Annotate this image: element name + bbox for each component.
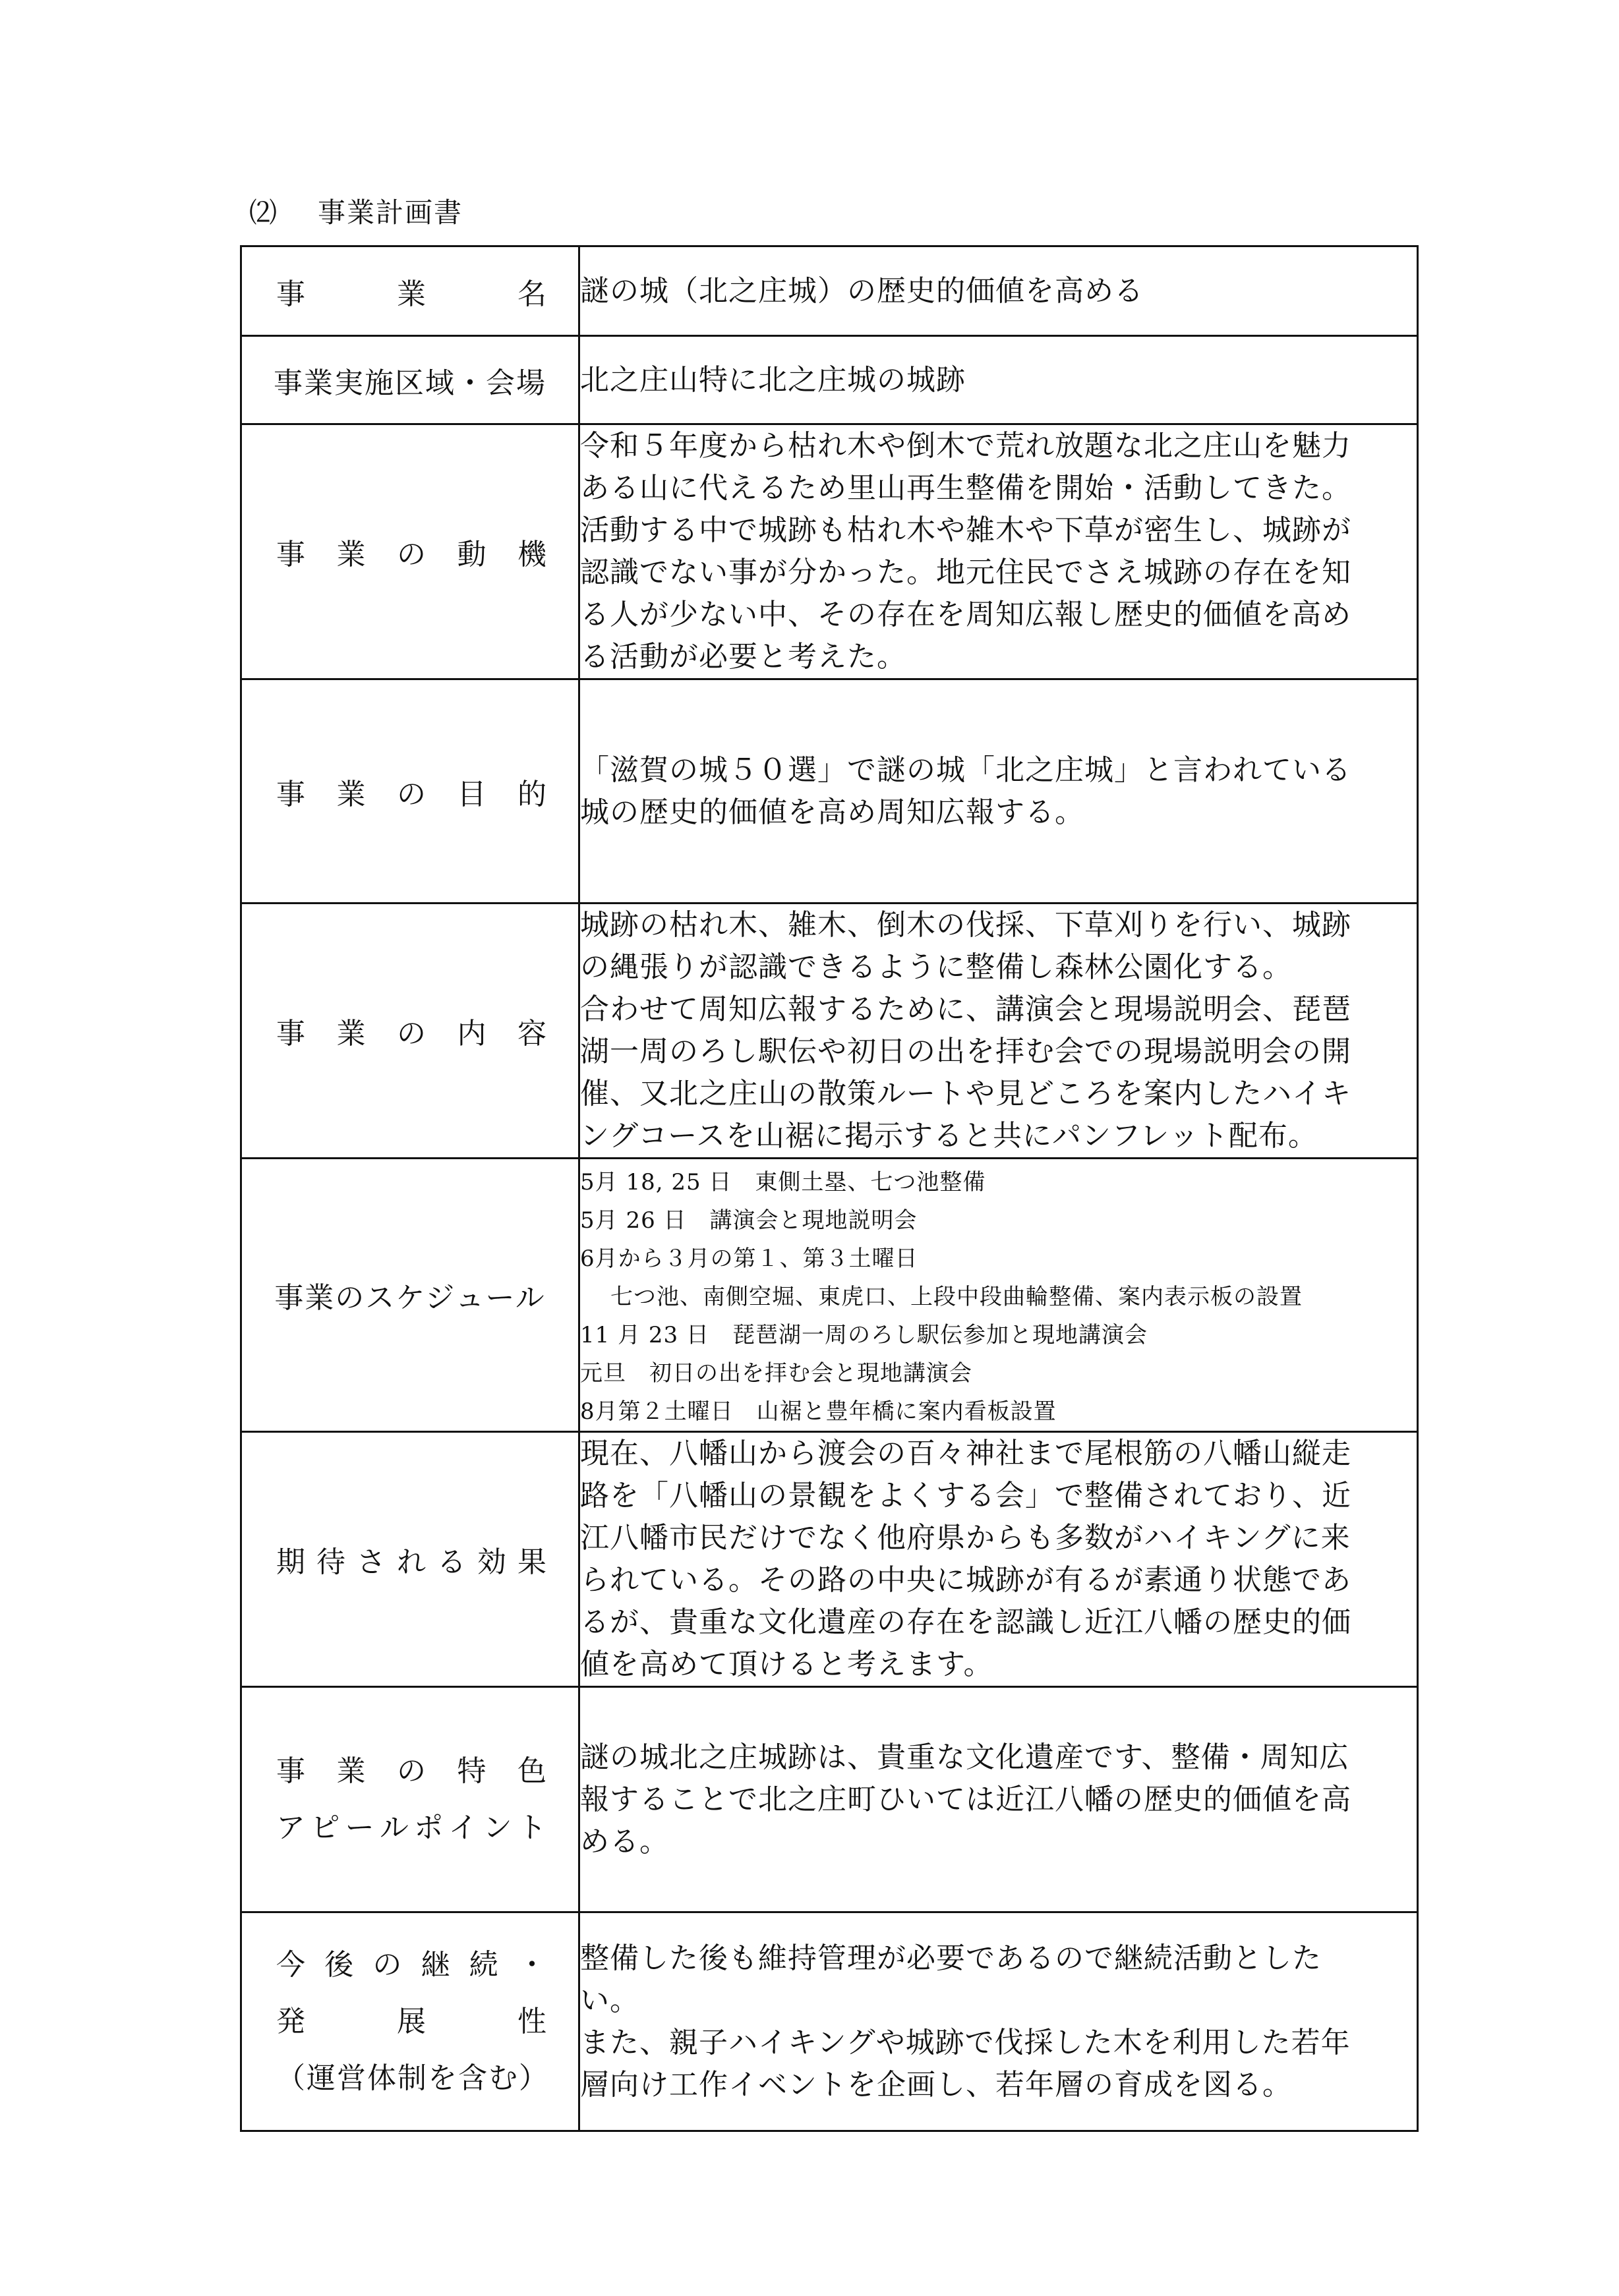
- table-row: [241, 336, 1418, 424]
- label-char: 性: [517, 2004, 548, 2038]
- section-number: ⑵: [249, 196, 279, 229]
- label-char: ア: [276, 1810, 307, 1845]
- label-char: 事: [276, 1017, 307, 1050]
- label-char: ー: [345, 1810, 376, 1845]
- label-char: 待: [316, 1545, 347, 1579]
- label-char: の: [397, 538, 427, 571]
- continuation-value: [579, 1912, 1418, 2131]
- text-line: 「滋賀の城５０選」で謎の城「北之庄城」と言われている: [580, 753, 1351, 787]
- label-char: 展: [397, 2004, 427, 2038]
- row-label: [241, 1687, 579, 1912]
- label-char: 事: [276, 277, 307, 311]
- text-line: 合わせて周知広報するために、講演会と現場説明会、琵琶: [580, 992, 1351, 1026]
- text-line: る活動が必要と考えた。: [580, 640, 906, 674]
- project-area-value: 北之庄山特に北之庄城の城跡: [579, 336, 1418, 424]
- label-char: 色: [517, 1754, 548, 1788]
- row-label: [241, 1432, 579, 1687]
- text-line: 謎の城北之庄城跡は、貴重な文化遺産です、整備・周知広: [580, 1740, 1349, 1774]
- label-char: の: [397, 1017, 427, 1050]
- text-line: 江八幡市民だけでなく他府県からも多数がハイキングに来: [580, 1521, 1351, 1555]
- label-char: ピ: [310, 1810, 341, 1845]
- label-char: 事: [276, 1754, 307, 1788]
- text-line: 認識でない事が分かった。地元住民でさえ城跡の存在を知: [580, 556, 1351, 589]
- row-label: 事業のスケジュール: [241, 1159, 579, 1432]
- label-char: の: [397, 1754, 427, 1788]
- schedule-line: 11 月 23 日 琵琶湖一周のろし駅伝参加と現地講演会: [580, 1322, 1148, 1348]
- text-line: 値を高めて頂けると考えます。: [580, 1648, 993, 1681]
- expected-effect-value: [579, 1432, 1418, 1687]
- label-char: 継: [421, 1947, 452, 1982]
- label-char: 特: [457, 1754, 488, 1788]
- text-line: 整備した後も維持管理が必要であるので継続活動とした: [580, 1941, 1322, 1975]
- label-char: 効: [477, 1545, 508, 1579]
- row-label: [241, 679, 579, 904]
- table-row: [241, 679, 1418, 904]
- text-line: 路を「八幡山の景観をよくする会」で整備されており、近: [580, 1479, 1351, 1512]
- schedule-line: 5月 18, 25 日 東側土塁、七つ池整備: [580, 1169, 986, 1195]
- table-row: [241, 904, 1418, 1159]
- label-char: ・: [517, 1947, 548, 1982]
- schedule-line: 6月から３月の第１、第３土曜日: [580, 1246, 918, 1272]
- schedule-line: 七つ池、南側空堀、東虎口、上段中段曲輪整備、案内表示板の設置: [610, 1284, 1303, 1310]
- appeal-point-value: [579, 1687, 1418, 1912]
- row-label: [241, 246, 579, 336]
- label-char: ン: [483, 1810, 514, 1845]
- table-row: [241, 246, 1418, 336]
- row-label: [241, 904, 579, 1159]
- label-note: （運営体制を含む）: [276, 2061, 549, 2095]
- motivation-value: [579, 424, 1418, 679]
- text-line: 現在、八幡山から渡会の百々神社まで尾根筋の八幡山縦走: [580, 1437, 1351, 1470]
- table-row: [241, 1432, 1418, 1687]
- text-line: 湖一周のろし駅伝や初日の出を拝む会での現場説明会の開: [580, 1035, 1351, 1068]
- row-label: [241, 1912, 579, 2131]
- table-row: [241, 1159, 1418, 1432]
- label-char: 後: [324, 1947, 355, 1982]
- label-char: 今: [276, 1947, 307, 1982]
- label-char: 事: [276, 538, 307, 571]
- label-char: 業: [336, 777, 367, 811]
- label-char: の: [372, 1947, 403, 1982]
- label-char: 業: [336, 538, 367, 571]
- text-line: 令和５年度から枯れ木や倒木で荒れ放題な北之庄山を魅力: [580, 429, 1351, 463]
- label-char: イ: [448, 1810, 479, 1845]
- text-line: の縄張りが認識できるように整備し森林公園化する。: [580, 950, 1292, 984]
- text-line: るが、貴重な文化遺産の存在を認識し近江八幡の歴史的価: [580, 1605, 1351, 1639]
- label-char: 目: [457, 777, 488, 811]
- table-row: [241, 1687, 1418, 1912]
- text-line: 報することで北之庄町ひいては近江八幡の歴史的価値を高: [580, 1782, 1351, 1816]
- label-char: れ: [397, 1545, 427, 1579]
- purpose-value: [579, 679, 1418, 904]
- label-char: る: [437, 1545, 467, 1579]
- row-label: [241, 424, 579, 679]
- label-char: 果: [517, 1545, 548, 1579]
- text-line: また、親子ハイキングや城跡で伐採した木を利用した若年: [580, 2025, 1351, 2059]
- text-line: 層向け工作イベントを企画し、若年層の育成を図る。: [580, 2067, 1292, 2102]
- text-line: られている。その路の中央に城跡が有るが素通り状態であ: [580, 1563, 1351, 1597]
- project-name-value: 謎の城（北之庄城）の歴史的価値を高める: [579, 246, 1418, 336]
- label-char: ポ: [414, 1810, 445, 1845]
- text-line: ングコースを山裾に掲示すると共にパンフレット配布。: [580, 1119, 1318, 1153]
- label-char: 業: [336, 1017, 367, 1050]
- text-line: 城の歴史的価値を高め周知広報する。: [580, 795, 1084, 829]
- text-line: る人が少ない中、その存在を周知広報し歴史的価値を高め: [580, 598, 1351, 631]
- label-char: 的: [517, 777, 548, 811]
- section-heading: [249, 191, 463, 231]
- text-line: い。: [580, 1983, 639, 2017]
- label-char: 機: [517, 538, 548, 571]
- label-char: 期: [276, 1545, 307, 1579]
- text-line: 活動する中で城跡も枯れ木や雑木や下草が密生し、城跡が: [580, 513, 1351, 547]
- label-char: 業: [397, 277, 427, 311]
- row-label: 事業実施区域・会場: [241, 336, 579, 424]
- label-char: 名: [517, 277, 548, 311]
- label-char: 業: [336, 1754, 367, 1788]
- label-char: 発: [276, 2004, 307, 2038]
- section-title: 事業計画書: [318, 196, 463, 229]
- schedule-line: 8月第２土曜日 山裾と豊年橋に案内看板設置: [580, 1398, 1057, 1425]
- business-plan-table: [240, 245, 1419, 2132]
- text-line: める。: [580, 1824, 669, 1858]
- label-char: 動: [457, 538, 488, 571]
- label-char: の: [397, 777, 427, 811]
- content-value: [579, 904, 1418, 1159]
- text-line: 城跡の枯れ木、雑木、倒木の伐採、下草刈りを行い、城跡: [580, 908, 1351, 942]
- label-char: さ: [357, 1545, 387, 1579]
- text-line: 催、又北之庄山の散策ルートや見どころを案内したハイキ: [580, 1077, 1351, 1110]
- text-line: ある山に代えるため里山再生整備を開始・活動してきた。: [580, 471, 1351, 505]
- label-char: ト: [517, 1810, 548, 1845]
- label-char: 続: [469, 1947, 500, 1982]
- schedule-line: 5月 26 日 講演会と現地説明会: [580, 1207, 918, 1234]
- schedule-line: 元旦 初日の出を拝む会と現地講演会: [580, 1360, 972, 1387]
- table-row: [241, 424, 1418, 679]
- label-char: ル: [379, 1810, 410, 1845]
- schedule-value: [579, 1159, 1418, 1432]
- label-char: 内: [457, 1017, 488, 1050]
- table-row: [241, 1912, 1418, 2131]
- label-char: 容: [517, 1017, 548, 1050]
- label-char: 事: [276, 777, 307, 811]
